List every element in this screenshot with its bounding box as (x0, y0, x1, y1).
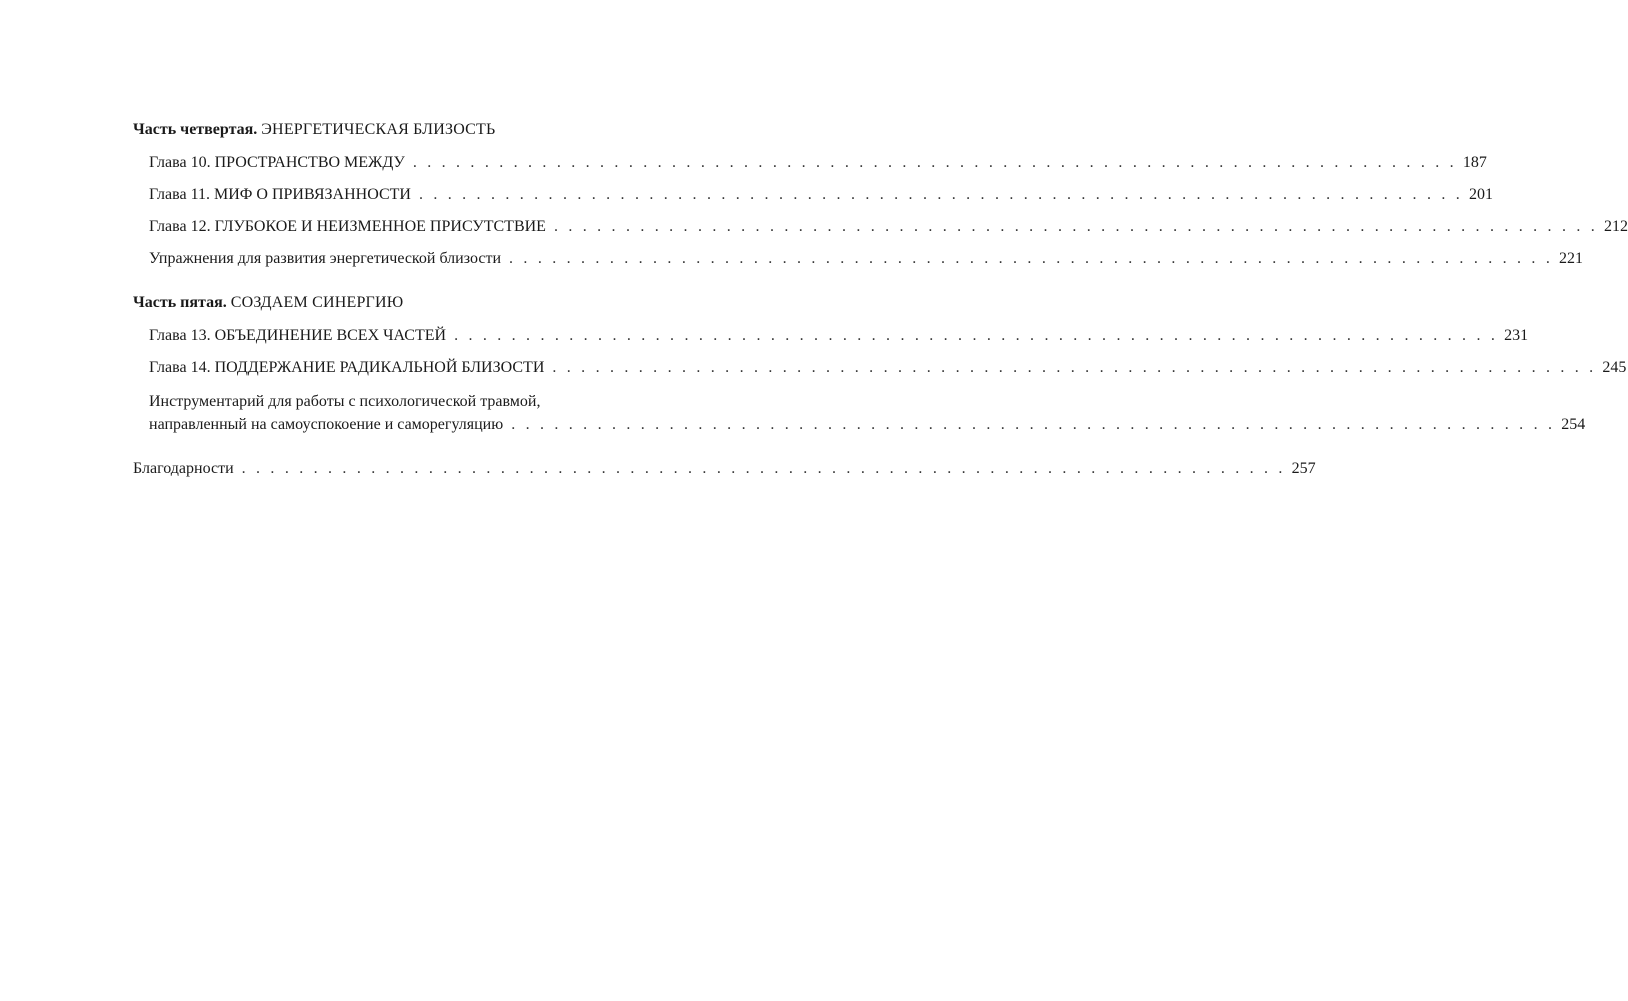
toc-entry-page: 254 (1561, 416, 1586, 433)
part-5-prefix: Часть пятая. (133, 294, 227, 311)
dot-leader: . . . . . . . . . . . . . . . . . . . . . . . . . . . . . . . . . . . . . . . . . . . . . . . . . . . . . . . . . . . . . . . . . . . . . . . . . (454, 327, 1499, 344)
dot-leader: . . . . . . . . . . . . . . . . . . . . . . . . . . . . . . . . . . . . . . . . . . . . . . . . . . . . . . . . . . . . . . . . . . . . . . . . . (509, 250, 1554, 267)
toc-entry-label: Благодарности (133, 460, 234, 477)
toc-entry-toolkit-line-1[interactable]: Инструментарий для работы с психологической травмой, (149, 393, 541, 410)
toc-entry-label: Глава 13. ОБЪЕДИНЕНИЕ ВСЕХ ЧАСТЕЙ (149, 327, 447, 344)
part-5-heading: СОЗДАЕМ СИНЕРГИЮ (230, 294, 404, 311)
toc-entry-page: 187 (1462, 154, 1487, 171)
toc-entry-label: Глава 12. ГЛУБОКОЕ И НЕИЗМЕННОЕ ПРИСУТСТВИЕ (149, 218, 546, 235)
dot-leader: . . . . . . . . . . . . . . . . . . . . . . . . . . . . . . . . . . . . . . . . . . . . . . . . . . . . . . . . . . . . . . . . . . . . . . . . . (553, 218, 1598, 235)
toc-entry-page: 212 (1603, 218, 1628, 235)
toc-entry-chapter-12[interactable] (133, 217, 1628, 237)
part-4-prefix: Часть четвертая. (133, 121, 258, 138)
part-4-heading: ЭНЕРГЕТИЧЕСКАЯ БЛИЗОСТЬ (261, 121, 496, 138)
toc-entry-chapter-13[interactable] (133, 326, 1529, 346)
toc-entry-page: 221 (1559, 250, 1584, 267)
dot-leader: . . . . . . . . . . . . . . . . . . . . . . . . . . . . . . . . . . . . . . . . . . . . . . . . . . . . . . . . . . . . . . . . . . . . . . . . . (241, 460, 1286, 477)
toc-entry-page: 201 (1468, 186, 1493, 203)
toc-entry-chapter-11[interactable] (133, 185, 1493, 205)
toc-entry-label: Упражнения для развития энергетической близости (149, 250, 502, 267)
toc-entry-label: направленный на самоуспокоение и саморегуляцию (149, 416, 504, 433)
dot-leader: . . . . . . . . . . . . . . . . . . . . . . . . . . . . . . . . . . . . . . . . . . . . . . . . . . . . . . . . . . . . . . . . . . . . . . . . . (511, 416, 1556, 433)
part-4-title (133, 120, 682, 140)
toc-entry-chapter-10[interactable] (133, 153, 1487, 173)
dot-leader: . . . . . . . . . . . . . . . . . . . . . . . . . . . . . . . . . . . . . . . . . . . . . . . . . . . . . . . . . . . . . . . . . . . . . . . . . (418, 186, 1463, 203)
table-of-contents (133, 120, 1628, 479)
toc-entry-page: 257 (1291, 460, 1316, 477)
toc-entry-exercises[interactable] (133, 249, 1584, 269)
toc-entry-page: 231 (1504, 327, 1529, 344)
dot-leader: . . . . . . . . . . . . . . . . . . . . . . . . . . . . . . . . . . . . . . . . . . . . . . . . . . . . . . . . . . . . . . . . . . . . . . . . . (552, 359, 1597, 376)
part-5-title (133, 293, 682, 313)
toc-entry-acknowledgements[interactable] (133, 459, 1316, 479)
dot-leader: . . . . . . . . . . . . . . . . . . . . . . . . . . . . . . . . . . . . . . . . . . . . . . . . . . . . . . . . . . . . . . . . . . . . . . . . . (412, 154, 1457, 171)
toc-entry-label: Глава 11. МИФ О ПРИВЯЗАННОСТИ (149, 186, 411, 203)
toc-entry-label: Глава 14. ПОДДЕРЖАНИЕ РАДИКАЛЬНОЙ БЛИЗОСТИ (149, 359, 545, 376)
toc-entry-label: Глава 10. ПРОСТРАНСТВО МЕЖДУ (149, 154, 405, 171)
toc-entry-page: 245 (1602, 359, 1627, 376)
toc-entry-chapter-14[interactable] (133, 358, 1627, 378)
toc-entry-toolkit-line-2[interactable] (133, 415, 1586, 435)
